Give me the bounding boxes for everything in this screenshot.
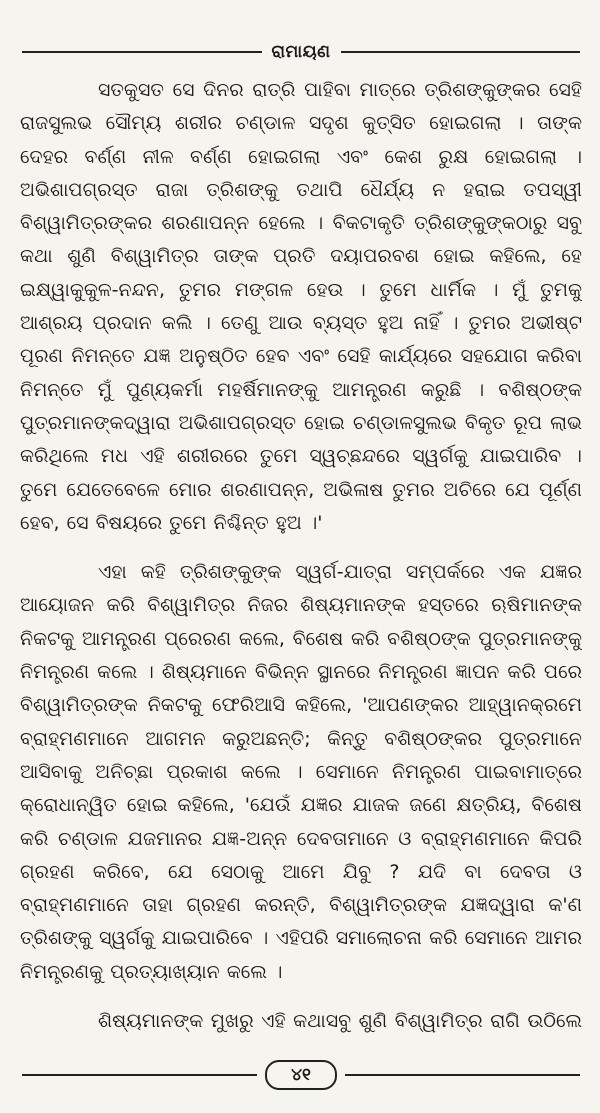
paragraph-1: ସତକୁସତ ସେ ଦିନର ରାତ୍ରି ପାହିବା ମାତ୍ରେ ତ୍ରିଶଙ୍କୁଙ୍କର ସେହି ରାଜସୁଲଭ ସୌମ୍ୟ ଶରୀର ଚଣ୍ଡାଳ ସଦୃଶ କୁତ୍ସିତ ହୋଇଗଲା । ତାଙ୍କ ଦେହର ବର୍ଣ୍ଣ ନୀଳ ବର୍ଣ୍ଣ ହୋଇଗଲା ଏବଂ କେଶ ରୁକ୍ଷ ହୋଇଗଲା । ଅଭିଶାପଗ୍ରସ୍ତ ରାଜା ତ୍ରିଶଙ୍କୁ ତଥାପି ଧୈର୍ଯ୍ୟ ନ ହରାଇ ତପସ୍ୱୀ ବିଶ୍ୱାମିତ୍ରଙ୍କର ଶରଣାପନ୍ନ ହେଲେ । ବିକଟାକୃତି ତ୍ରିଶଙ୍କୁଙ୍କଠାରୁ ସବୁ କଥା ଶୁଣି ବିଶ୍ୱାମିତ୍ର ତାଙ୍କ ପ୍ରତି ଦୟାପରବଶ ହୋଇ କହିଲେ, ହେ ଇକ୍ଷ୍ୱାକୁକୁଳ-ନନ୍ଦନ, ତୁମର ମଙ୍ଗଳ ହେଉ । ତୁମେ ଧାର୍ମିକ । ମୁଁ ତୁମକୁ ଆଶ୍ରୟ ପ୍ରଦାନ କଲି । ତେଣୁ ଆଉ ବ୍ୟସ୍ତ ହୁଅ ନାହିଁ । ତୁମର ଅଭୀଷ୍ଟ ପୂରଣ ନିମନ୍ତେ ଯଜ୍ଞ ଅନୁଷ୍ଠିତ ହେବ ଏବଂ ସେହି କାର୍ଯ୍ୟରେ ସହଯୋଗ କରିବା ନିମନ୍ତେ ମୁଁ ପୁଣ୍ୟକର୍ମା ମହର୍ଷିମାନଙ୍କୁ ଆମନ୍ତ୍ରଣ କରୁଛି । ବଶିଷ୍ଠଙ୍କ ପୁତ୍ରମାନଙ୍କଦ୍ୱାରା ଅଭିଶାପଗ୍ରସ୍ତ ହୋଇ ଚଣ୍ଡାଳସୁଲଭ ବିକୃତ ରୂପ ଲାଭ କରିଥିଲେ ମଧ ଏହି ଶରୀରରେ ତୁମେ ସ୍ୱଚ୍ଛନ୍ଦରେ ସ୍ୱର୍ଗକୁ ଯାଇପାରିବ । ତୁମେ ଯେତେବେଳେ ମୋର ଶରଣାପନ୍ନ, ଅଭିଳାଷ ତୁମର ଅଚିରେ ଯେ ପୂର୍ଣ୍ଣ ହେବ, ସେ ବିଷୟରେ ତୁମେ ନିଶ୍ଚିନ୍ତ ହୁଅ ।' xyxy=(20,79,582,534)
paragraph-3: ଶିଷ୍ୟମାନଙ୍କ ମୁଖରୁ ଏହି କଥାସବୁ ଶୁଣି ବିଶ୍ୱାମିତ୍ର ରାଗି ଉଠିଲେ xyxy=(98,1010,582,1033)
header-rule-right xyxy=(341,51,581,53)
running-header xyxy=(22,40,580,64)
page-footer xyxy=(22,1057,580,1093)
page-body xyxy=(20,74,582,1039)
page-number: ୪୧ xyxy=(265,1060,337,1090)
header-title: ରାମାୟଣ xyxy=(271,42,331,62)
paragraph-2: ଏହା କହି ତ୍ରିଶଙ୍କୁଙ୍କ ସ୍ୱର୍ଗ-ଯାତ୍ରା ସମ୍ପର୍କରେ ଏକ ଯଜ୍ଞର ଆୟୋଜନ କରି ବିଶ୍ୱାମିତ୍ର ନିଜର ଶିଷ୍ୟମାନଙ୍କ ହସ୍ତରେ ଋଷିମାନଙ୍କ ନିକଟକୁ ଆମନ୍ତ୍ରଣ ପ୍ରେରଣ କଲେ, ବିଶେଷ କରି ବଶିଷ୍ଠଙ୍କ ପୁତ୍ରମାନଙ୍କୁ ନିମନ୍ତ୍ରଣ କଲେ । ଶିଷ୍ୟମାନେ ବିଭିନ୍ନ ସ୍ଥାନରେ ନିମନ୍ତ୍ରଣ ଜ୍ଞାପନ କରି ପରେ ବିଶ୍ୱାମିତ୍ରଙ୍କ ନିକଟକୁ ଫେରିଆସି କହିଲେ, 'ଆପଣଙ୍କର ଆହ୍ୱାନକ୍ରମେ ବ୍ରାହ୍ମଣମାନେ ଆଗମନ କରୁଅଛନ୍ତି; କିନ୍ତୁ ବଶିଷ୍ଠଙ୍କର ପୁତ୍ରମାନେ ଆସିବାକୁ ଅନିଚ୍ଛା ପ୍ରକାଶ କଲେ । ସେମାନେ ନିମନ୍ତ୍ରଣ ପାଇବାମାତ୍ରେ କ୍ରୋଧାନ୍ୱିତ ହୋଇ କହିଲେ, 'ଯେଉଁ ଯଜ୍ଞର ଯାଜକ ଜଣେ କ୍ଷତ୍ରିୟ, ବିଶେଷ କରି ଚଣ୍ଡାଳ ଯଜମାନର ଯଜ୍ଞ-ଅନ୍ନ ଦେବତାମାନେ ଓ ବ୍ରାହ୍ମଣମାନେ କିପରି ଗ୍ରହଣ କରିବେ, ଯେ ସେଠାକୁ ଆମେ ଯିବୁ ? ଯଦି ବା ଦେବତା ଓ ବ୍ରାହ୍ମଣମାନେ ତାହା ଗ୍ରହଣ କରନ୍ତି, ବିଶ୍ୱାମିତ୍ରଙ୍କ ଯଜ୍ଞଦ୍ୱାରା କ'ଣ ତ୍ରିଶଙ୍କୁ ସ୍ୱର୍ଗକୁ ଯାଇପାରିବେ । ଏହିପରି ସମାଲୋଚନା କରି ସେମାନେ ଆମର ନିମନ୍ତ୍ରଣକୁ ପ୍ରତ୍ୟାଖ୍ୟାନ କଲେ । xyxy=(20,561,582,983)
header-rule-left xyxy=(22,51,262,53)
footer-rule-left xyxy=(22,1074,257,1076)
footer-rule-right xyxy=(345,1074,580,1076)
